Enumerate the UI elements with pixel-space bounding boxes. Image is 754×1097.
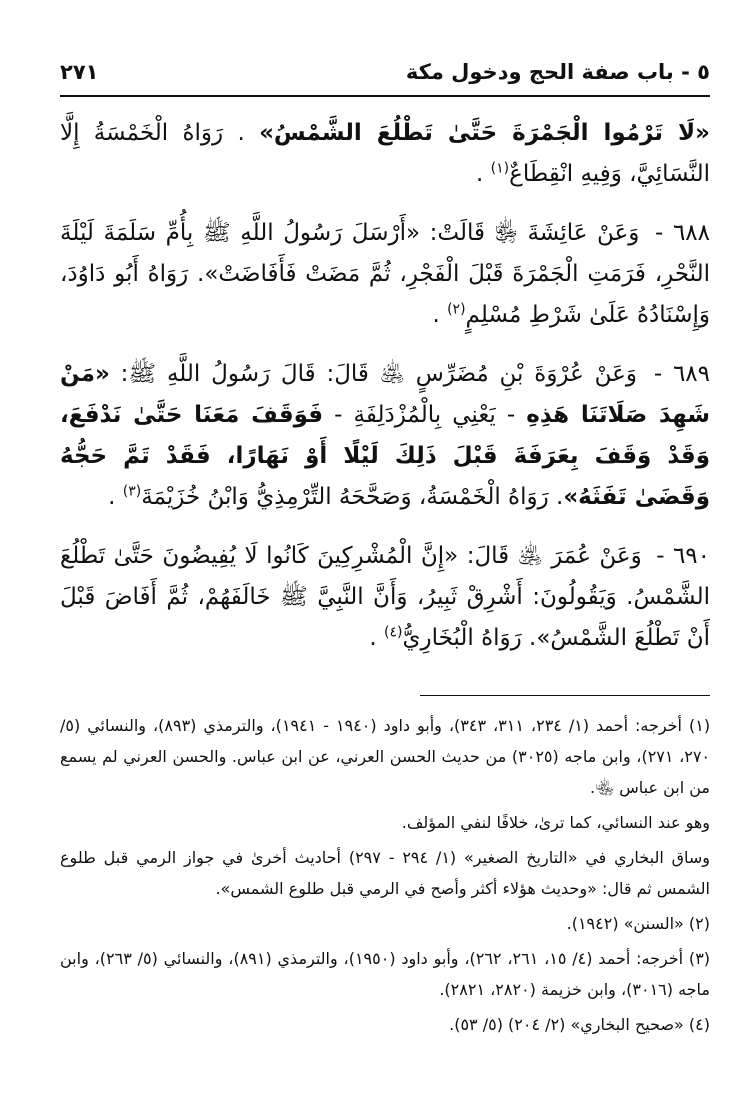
hadith-number: ٦٨٩ - xyxy=(653,361,711,387)
paragraph-end: . xyxy=(476,161,484,187)
hadith-text: وَعَنْ عُمَرَ ﵁ قَالَ: «إِنَّ الْمُشْرِكِينَ كَانُوا لَا يُفِيضُونَ حَتَّىٰ تَطْلُعَ الشَّمْسُ. وَيَقُولُونَ: أَشْرِقْ ثَبِيرُ، وَأَنَّ النَّبِيَّ ﷺ خَالَفَهُمْ، ثُمَّ أَفَاضَ قَبْلَ أَنْ تَطْلُعَ الشَّمْسُ». رَوَاهُ الْبُخَارِيُّ xyxy=(60,543,710,651)
footnote-1-continued: وهو عند النسائي، كما ترىٰ، خلافًا لنفي المؤلف. xyxy=(401,813,710,832)
footnote-1-continued: وساق البخاري في «التاريخ الصغير» (١/ ٢٩٤ - ٢٩٧) أحاديث أخرىٰ في جواز الرمي قبل طلوع الشمس ثم قال: «وحديث هؤلاء أكثر وأصح في الرمي قبل طلوع الشمس». xyxy=(60,848,711,898)
hadith-688 xyxy=(60,213,710,336)
footnote-4: (٤) «صحيح البخاري» (٢/ ٢٠٤) (٥/ ٥٣). xyxy=(449,1015,710,1034)
header-rule xyxy=(60,95,710,97)
chapter-title: ٥ - باب صفة الحج ودخول مكة xyxy=(405,60,710,84)
hadith-quote: «مَنْ شَهِدَ صَلَاتَنَا هَذِهِ xyxy=(60,361,711,428)
hadith-690 xyxy=(60,536,710,659)
hadith-number: ٦٨٨ - xyxy=(655,220,710,246)
footnote-3: (٣) أخرجه: أحمد (٤/ ١٥، ٢٦١، ٢٦٢)، وأبو داود (١٩٥٠)، والترمذي (٨٩١)، والنسائي (٥/ ٢٦٣)، وابن ماجه (٣٠١٦)، وابن خزيمة (٢٨٢٠، ٢٨٢١). xyxy=(60,949,711,999)
book-page xyxy=(60,55,710,1044)
paragraph-end: . xyxy=(108,484,116,510)
hadith-text: وَعَنْ عَائِشَةَ ﵂ قَالَتْ: «أَرْسَلَ رَسُولُ اللَّهِ ﷺ بِأُمِّ سَلَمَةَ لَيْلَةَ النَّحْرِ، فَرَمَتِ الْجَمْرَةَ قَبْلَ الْفَجْرِ، ثُمَّ مَضَتْ فَأَفَاضَتْ». رَوَاهُ أَبُو دَاوُدَ، وَإِسْنَادُهُ عَلَىٰ شَرْطِ مُسْلِمٍ xyxy=(60,220,710,328)
main-text xyxy=(60,113,710,659)
hadith-lead: وَعَنْ عُرْوَةَ بْنِ مُضَرِّسٍ ﵁ قَالَ: قَالَ رَسُولُ اللَّهِ ﷺ: xyxy=(120,361,637,387)
running-header xyxy=(60,55,710,89)
footnote-separator-wrap xyxy=(60,677,710,696)
hadith-gloss: - يَعْنِي بِالْمُزْدَلِفَةِ - xyxy=(334,402,516,428)
footnote-1: (١) أخرجه: أحمد (١/ ٢٣٤، ٣١١، ٣٤٣)، وأبو داود (١٩٤٠ - ١٩٤١)، والترمذي (٨٩٣)، والنسائي (٥/ ٢٧٠، ٢٧١)، وابن ماجه (٣٠٢٥) من حديث الحسن العرني، عن ابن عباس. والحسن العرني لم يسمع من ابن عباس ﵄. xyxy=(60,716,711,797)
paragraph-continuation xyxy=(60,113,710,195)
paragraph-end: . xyxy=(369,625,377,651)
hadith-number: ٦٩٠ - xyxy=(656,543,710,569)
hadith-689 xyxy=(60,354,710,518)
footnote-2: (٢) «السنن» (١٩٤٢). xyxy=(566,914,710,933)
paragraph-text: . رَوَاهُ الْخَمْسَةُ إِلَّا النَّسَائِيَّ، وَفِيهِ انْقِطَاعٌ xyxy=(60,120,710,187)
footnote-ref: (٢) xyxy=(447,301,466,318)
hadith-quote: فَوَقَفَ مَعَنَا حَتَّىٰ نَدْفَعَ، وَقَدْ وَقَفَ بِعَرَفَةَ قَبْلَ ذَلِكَ لَيْلًا أَوْ نَهَارًا، فَقَدْ تَمَّ حَجُّهُ وَقَضَىٰ تَفَثَهُ» xyxy=(60,402,710,510)
hadith-quote: «لَا تَرْمُوا الْجَمْرَةَ حَتَّىٰ تَطْلُعَ الشَّمْسُ» xyxy=(259,120,711,146)
footnote-ref: (٤) xyxy=(384,624,403,641)
hadith-attribution: . رَوَاهُ الْخَمْسَةُ، وَصَحَّحَهُ التِّرْمِذِيُّ وَابْنُ خُزَيْمَةَ xyxy=(141,484,564,510)
footnote-ref: (٣) xyxy=(122,483,142,500)
footnote-separator xyxy=(420,695,710,696)
page-number: ٢٧١ xyxy=(60,60,99,84)
footnote-ref: (١) xyxy=(490,160,510,177)
footnotes xyxy=(60,710,710,1040)
paragraph-end: . xyxy=(432,302,440,328)
